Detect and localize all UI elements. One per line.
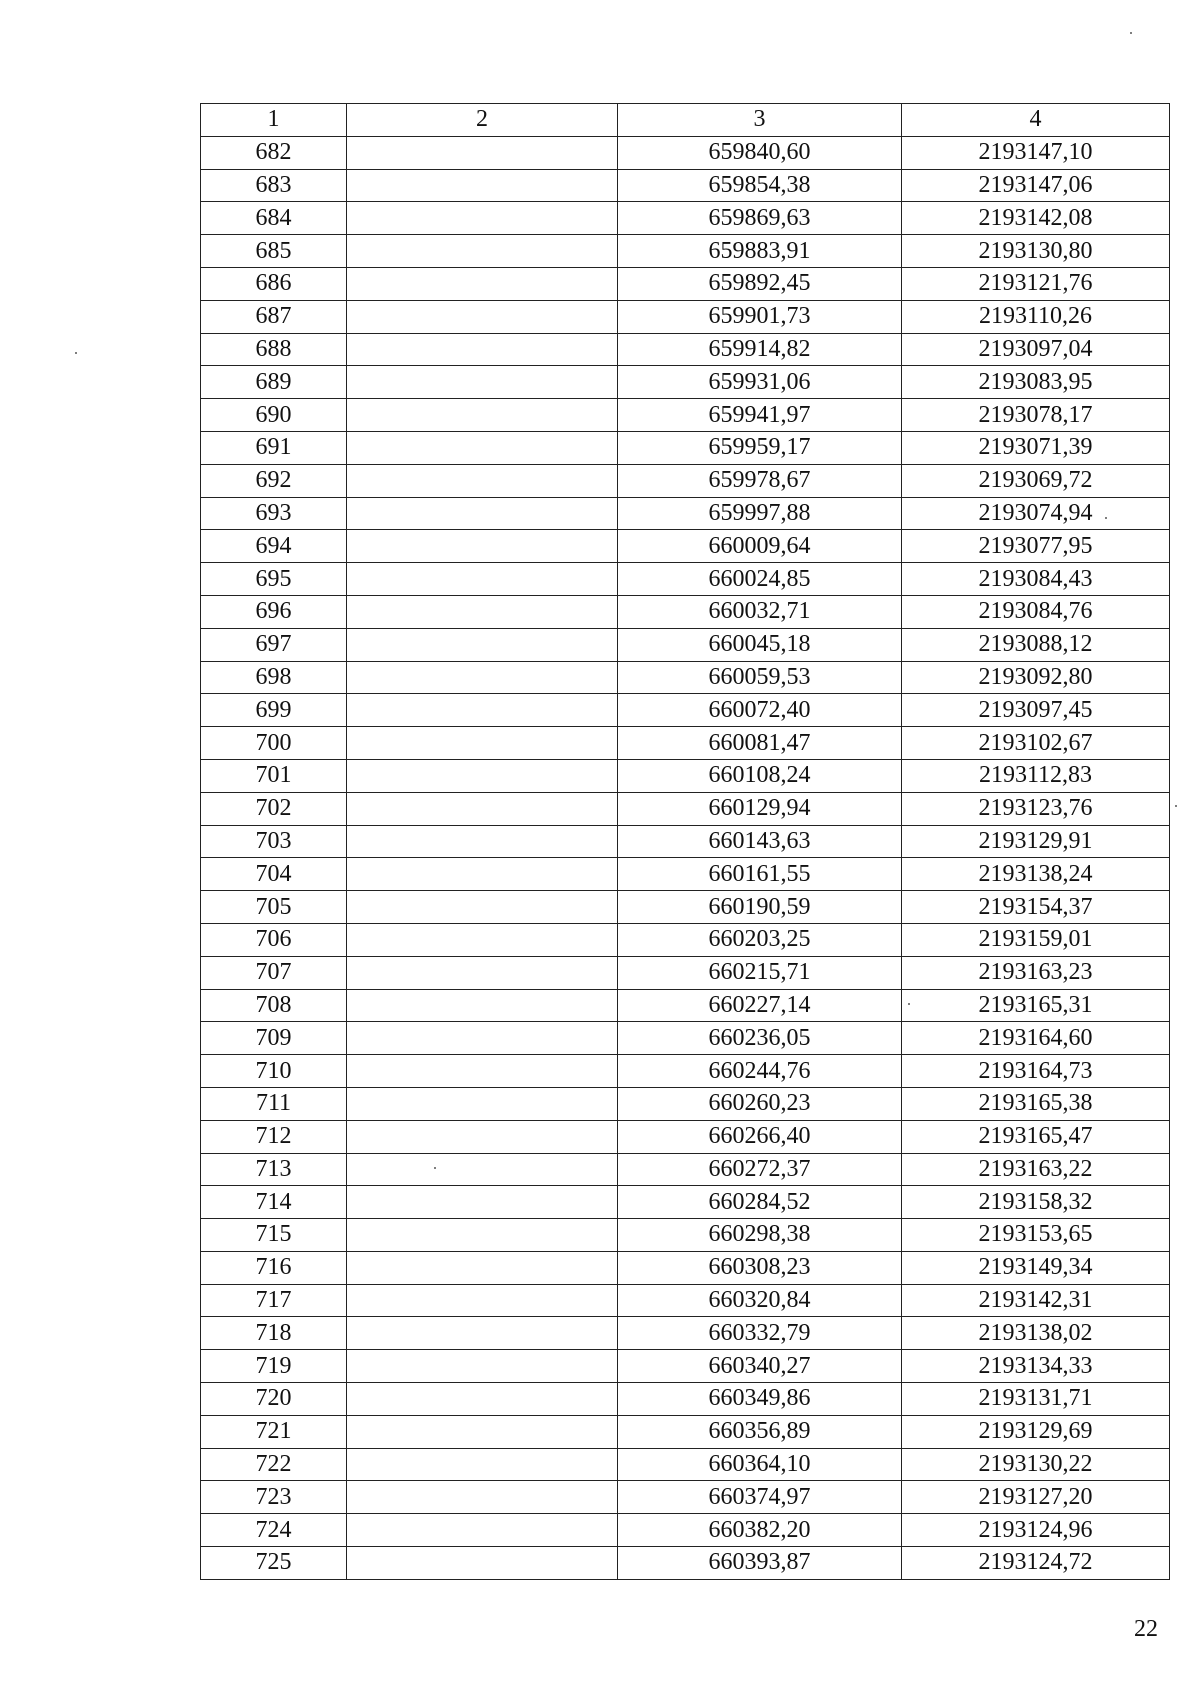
- x-coordinate-cell: 659840,60: [618, 136, 902, 169]
- empty-cell: [347, 1153, 618, 1186]
- x-coordinate-cell: 660320,84: [618, 1284, 902, 1317]
- x-coordinate-cell: 659883,91: [618, 235, 902, 268]
- x-coordinate-cell: 660260,23: [618, 1087, 902, 1120]
- empty-cell: [347, 464, 618, 497]
- empty-cell: [347, 1055, 618, 1088]
- table-row: [201, 333, 1170, 366]
- point-number-cell: 685: [201, 235, 347, 268]
- scan-speck: [908, 1003, 910, 1005]
- scan-speck: [1175, 805, 1177, 807]
- empty-cell: [347, 1284, 618, 1317]
- y-coordinate-cell: 2193130,80: [902, 235, 1170, 268]
- table-row: [201, 956, 1170, 989]
- point-number-cell: 683: [201, 169, 347, 202]
- y-coordinate-cell: 2193138,24: [902, 858, 1170, 891]
- empty-cell: [347, 956, 618, 989]
- point-number-cell: 708: [201, 989, 347, 1022]
- y-coordinate-cell: 2193092,80: [902, 661, 1170, 694]
- table-row: [201, 1284, 1170, 1317]
- x-coordinate-cell: 660081,47: [618, 727, 902, 760]
- point-number-cell: 698: [201, 661, 347, 694]
- y-coordinate-cell: 2193097,45: [902, 694, 1170, 727]
- y-coordinate-cell: 2193163,23: [902, 956, 1170, 989]
- y-coordinate-cell: 2193124,96: [902, 1514, 1170, 1547]
- table-row: [201, 431, 1170, 464]
- x-coordinate-cell: 660284,52: [618, 1186, 902, 1219]
- table-row: [201, 825, 1170, 858]
- empty-cell: [347, 628, 618, 661]
- page-number: 22: [1134, 1616, 1158, 1642]
- point-number-cell: 687: [201, 300, 347, 333]
- y-coordinate-cell: 2193078,17: [902, 399, 1170, 432]
- point-number-cell: 699: [201, 694, 347, 727]
- empty-cell: [347, 825, 618, 858]
- table-row: [201, 563, 1170, 596]
- table-row: [201, 267, 1170, 300]
- empty-cell: [347, 399, 618, 432]
- point-number-cell: 702: [201, 792, 347, 825]
- y-coordinate-cell: 2193142,08: [902, 202, 1170, 235]
- y-coordinate-cell: 2193142,31: [902, 1284, 1170, 1317]
- empty-cell: [347, 727, 618, 760]
- y-coordinate-cell: 2193131,71: [902, 1383, 1170, 1416]
- y-coordinate-cell: 2193158,32: [902, 1186, 1170, 1219]
- x-coordinate-cell: 659914,82: [618, 333, 902, 366]
- header-cell-col1: 1: [201, 104, 347, 137]
- y-coordinate-cell: 2193069,72: [902, 464, 1170, 497]
- table-row: [201, 759, 1170, 792]
- y-coordinate-cell: 2193159,01: [902, 923, 1170, 956]
- x-coordinate-cell: 660143,63: [618, 825, 902, 858]
- empty-cell: [347, 1448, 618, 1481]
- empty-cell: [347, 923, 618, 956]
- x-coordinate-cell: 660059,53: [618, 661, 902, 694]
- point-number-cell: 706: [201, 923, 347, 956]
- empty-cell: [347, 300, 618, 333]
- y-coordinate-cell: 2193165,38: [902, 1087, 1170, 1120]
- x-coordinate-cell: 660203,25: [618, 923, 902, 956]
- empty-cell: [347, 1120, 618, 1153]
- scan-speck: [75, 352, 77, 354]
- point-number-cell: 717: [201, 1284, 347, 1317]
- y-coordinate-cell: 2193164,73: [902, 1055, 1170, 1088]
- point-number-cell: 718: [201, 1317, 347, 1350]
- y-coordinate-cell: 2193071,39: [902, 431, 1170, 464]
- point-number-cell: 714: [201, 1186, 347, 1219]
- empty-cell: [347, 1219, 618, 1252]
- point-number-cell: 705: [201, 891, 347, 924]
- point-number-cell: 711: [201, 1087, 347, 1120]
- x-coordinate-cell: 660332,79: [618, 1317, 902, 1350]
- table-row: [201, 1120, 1170, 1153]
- scan-speck: [434, 1167, 436, 1169]
- table-row: [201, 1055, 1170, 1088]
- x-coordinate-cell: 659892,45: [618, 267, 902, 300]
- empty-cell: [347, 530, 618, 563]
- point-number-cell: 690: [201, 399, 347, 432]
- empty-cell: [347, 1547, 618, 1580]
- x-coordinate-cell: 660129,94: [618, 792, 902, 825]
- x-coordinate-cell: 659869,63: [618, 202, 902, 235]
- y-coordinate-cell: 2193165,31: [902, 989, 1170, 1022]
- x-coordinate-cell: 660340,27: [618, 1350, 902, 1383]
- header-cell-col4: 4: [902, 104, 1170, 137]
- x-coordinate-cell: 660045,18: [618, 628, 902, 661]
- point-number-cell: 721: [201, 1415, 347, 1448]
- empty-cell: [347, 497, 618, 530]
- x-coordinate-cell: 660227,14: [618, 989, 902, 1022]
- table-row: [201, 530, 1170, 563]
- point-number-cell: 697: [201, 628, 347, 661]
- table-row: [201, 497, 1170, 530]
- scan-speck: [1105, 517, 1107, 519]
- point-number-cell: 716: [201, 1251, 347, 1284]
- empty-cell: [347, 595, 618, 628]
- empty-cell: [347, 1022, 618, 1055]
- y-coordinate-cell: 2193129,69: [902, 1415, 1170, 1448]
- empty-cell: [347, 202, 618, 235]
- y-coordinate-cell: 2193088,12: [902, 628, 1170, 661]
- point-number-cell: 700: [201, 727, 347, 760]
- point-number-cell: 682: [201, 136, 347, 169]
- table-row: [201, 202, 1170, 235]
- point-number-cell: 710: [201, 1055, 347, 1088]
- table-row: [201, 1448, 1170, 1481]
- point-number-cell: 713: [201, 1153, 347, 1186]
- point-number-cell: 691: [201, 431, 347, 464]
- point-number-cell: 704: [201, 858, 347, 891]
- empty-cell: [347, 235, 618, 268]
- y-coordinate-cell: 2193165,47: [902, 1120, 1170, 1153]
- point-number-cell: 715: [201, 1219, 347, 1252]
- table-row: [201, 694, 1170, 727]
- point-number-cell: 694: [201, 530, 347, 563]
- y-coordinate-cell: 2193163,22: [902, 1153, 1170, 1186]
- x-coordinate-cell: 660024,85: [618, 563, 902, 596]
- y-coordinate-cell: 2193121,76: [902, 267, 1170, 300]
- empty-cell: [347, 1350, 618, 1383]
- point-number-cell: 703: [201, 825, 347, 858]
- point-number-cell: 724: [201, 1514, 347, 1547]
- y-coordinate-cell: 2193127,20: [902, 1481, 1170, 1514]
- table-body: [201, 136, 1170, 1579]
- table-row: [201, 1153, 1170, 1186]
- empty-cell: [347, 1317, 618, 1350]
- table-row: [201, 858, 1170, 891]
- empty-cell: [347, 169, 618, 202]
- coordinates-table: [200, 103, 1170, 1580]
- table-row: [201, 169, 1170, 202]
- y-coordinate-cell: 2193149,34: [902, 1251, 1170, 1284]
- point-number-cell: 709: [201, 1022, 347, 1055]
- x-coordinate-cell: 660272,37: [618, 1153, 902, 1186]
- empty-cell: [347, 563, 618, 596]
- table-row: [201, 300, 1170, 333]
- x-coordinate-cell: 660108,24: [618, 759, 902, 792]
- y-coordinate-cell: 2193084,76: [902, 595, 1170, 628]
- point-number-cell: 725: [201, 1547, 347, 1580]
- x-coordinate-cell: 660308,23: [618, 1251, 902, 1284]
- y-coordinate-cell: 2193164,60: [902, 1022, 1170, 1055]
- y-coordinate-cell: 2193130,22: [902, 1448, 1170, 1481]
- empty-cell: [347, 1514, 618, 1547]
- header-row: [201, 104, 1170, 137]
- header-cell-col2: 2: [347, 104, 618, 137]
- point-number-cell: 696: [201, 595, 347, 628]
- table-row: [201, 661, 1170, 694]
- table-row: [201, 792, 1170, 825]
- empty-cell: [347, 1415, 618, 1448]
- empty-cell: [347, 1251, 618, 1284]
- table-row: [201, 628, 1170, 661]
- table-row: [201, 1415, 1170, 1448]
- x-coordinate-cell: 660032,71: [618, 595, 902, 628]
- y-coordinate-cell: 2193153,65: [902, 1219, 1170, 1252]
- empty-cell: [347, 366, 618, 399]
- scan-speck: [1130, 32, 1132, 34]
- y-coordinate-cell: 2193110,26: [902, 300, 1170, 333]
- x-coordinate-cell: 660298,38: [618, 1219, 902, 1252]
- empty-cell: [347, 136, 618, 169]
- table-row: [201, 1251, 1170, 1284]
- table-row: [201, 1350, 1170, 1383]
- table-row: [201, 1481, 1170, 1514]
- x-coordinate-cell: 660393,87: [618, 1547, 902, 1580]
- header-cell-col3: 3: [618, 104, 902, 137]
- empty-cell: [347, 891, 618, 924]
- point-number-cell: 688: [201, 333, 347, 366]
- empty-cell: [347, 694, 618, 727]
- x-coordinate-cell: 659901,73: [618, 300, 902, 333]
- y-coordinate-cell: 2193074,94: [902, 497, 1170, 530]
- y-coordinate-cell: 2193102,67: [902, 727, 1170, 760]
- table-row: [201, 891, 1170, 924]
- table-row: [201, 464, 1170, 497]
- table-row: [201, 1547, 1170, 1580]
- table-row: [201, 1022, 1170, 1055]
- x-coordinate-cell: 660356,89: [618, 1415, 902, 1448]
- table-row: [201, 923, 1170, 956]
- table-row: [201, 235, 1170, 268]
- empty-cell: [347, 1383, 618, 1416]
- y-coordinate-cell: 2193077,95: [902, 530, 1170, 563]
- point-number-cell: 693: [201, 497, 347, 530]
- empty-cell: [347, 1481, 618, 1514]
- y-coordinate-cell: 2193124,72: [902, 1547, 1170, 1580]
- y-coordinate-cell: 2193097,04: [902, 333, 1170, 366]
- table-row: [201, 399, 1170, 432]
- x-coordinate-cell: 659997,88: [618, 497, 902, 530]
- point-number-cell: 719: [201, 1350, 347, 1383]
- x-coordinate-cell: 659959,17: [618, 431, 902, 464]
- y-coordinate-cell: 2193083,95: [902, 366, 1170, 399]
- empty-cell: [347, 267, 618, 300]
- empty-cell: [347, 661, 618, 694]
- table-row: [201, 1317, 1170, 1350]
- y-coordinate-cell: 2193129,91: [902, 825, 1170, 858]
- point-number-cell: 722: [201, 1448, 347, 1481]
- table-row: [201, 1514, 1170, 1547]
- y-coordinate-cell: 2193154,37: [902, 891, 1170, 924]
- x-coordinate-cell: 660236,05: [618, 1022, 902, 1055]
- table-row: [201, 136, 1170, 169]
- x-coordinate-cell: 660244,76: [618, 1055, 902, 1088]
- point-number-cell: 723: [201, 1481, 347, 1514]
- y-coordinate-cell: 2193112,83: [902, 759, 1170, 792]
- point-number-cell: 689: [201, 366, 347, 399]
- empty-cell: [347, 858, 618, 891]
- point-number-cell: 695: [201, 563, 347, 596]
- point-number-cell: 712: [201, 1120, 347, 1153]
- point-number-cell: 720: [201, 1383, 347, 1416]
- x-coordinate-cell: 660374,97: [618, 1481, 902, 1514]
- y-coordinate-cell: 2193138,02: [902, 1317, 1170, 1350]
- table-row: [201, 595, 1170, 628]
- y-coordinate-cell: 2193084,43: [902, 563, 1170, 596]
- x-coordinate-cell: 660349,86: [618, 1383, 902, 1416]
- point-number-cell: 686: [201, 267, 347, 300]
- y-coordinate-cell: 2193134,33: [902, 1350, 1170, 1383]
- empty-cell: [347, 792, 618, 825]
- x-coordinate-cell: 659941,97: [618, 399, 902, 432]
- y-coordinate-cell: 2193147,10: [902, 136, 1170, 169]
- empty-cell: [347, 989, 618, 1022]
- empty-cell: [347, 759, 618, 792]
- x-coordinate-cell: 660161,55: [618, 858, 902, 891]
- x-coordinate-cell: 659854,38: [618, 169, 902, 202]
- table-row: [201, 727, 1170, 760]
- point-number-cell: 707: [201, 956, 347, 989]
- x-coordinate-cell: 659931,06: [618, 366, 902, 399]
- table-row: [201, 989, 1170, 1022]
- table-row: [201, 1087, 1170, 1120]
- table-row: [201, 366, 1170, 399]
- x-coordinate-cell: 660190,59: [618, 891, 902, 924]
- x-coordinate-cell: 659978,67: [618, 464, 902, 497]
- y-coordinate-cell: 2193123,76: [902, 792, 1170, 825]
- x-coordinate-cell: 660072,40: [618, 694, 902, 727]
- empty-cell: [347, 431, 618, 464]
- table-row: [201, 1186, 1170, 1219]
- x-coordinate-cell: 660009,64: [618, 530, 902, 563]
- point-number-cell: 684: [201, 202, 347, 235]
- point-number-cell: 701: [201, 759, 347, 792]
- x-coordinate-cell: 660382,20: [618, 1514, 902, 1547]
- empty-cell: [347, 1186, 618, 1219]
- table-row: [201, 1219, 1170, 1252]
- y-coordinate-cell: 2193147,06: [902, 169, 1170, 202]
- table-header: [201, 104, 1170, 137]
- x-coordinate-cell: 660215,71: [618, 956, 902, 989]
- table-row: [201, 1383, 1170, 1416]
- x-coordinate-cell: 660364,10: [618, 1448, 902, 1481]
- empty-cell: [347, 333, 618, 366]
- point-number-cell: 692: [201, 464, 347, 497]
- x-coordinate-cell: 660266,40: [618, 1120, 902, 1153]
- empty-cell: [347, 1087, 618, 1120]
